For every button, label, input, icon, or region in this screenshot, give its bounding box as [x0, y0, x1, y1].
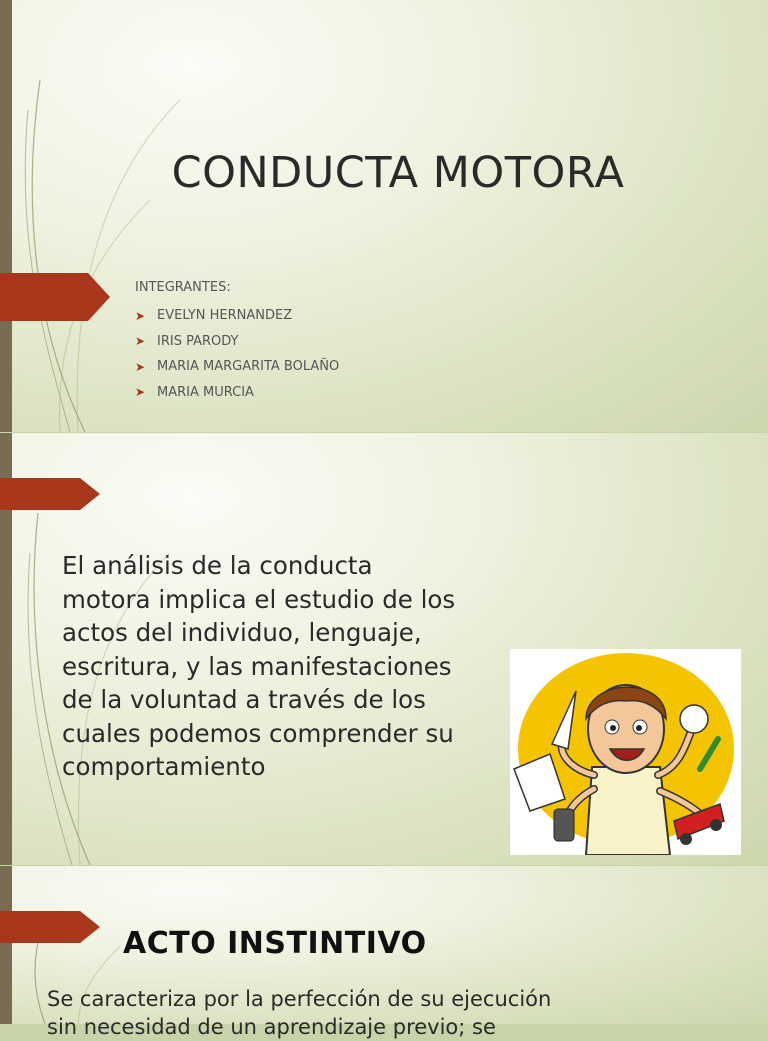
red-tab-marker: [0, 911, 100, 943]
slide-body-text: [47, 985, 747, 1041]
text-line: comportamiento: [62, 752, 266, 781]
text-line: de la voluntad a través de los: [62, 685, 426, 714]
member-name: EVELYN HERNANDEZ: [157, 308, 293, 324]
arrow-bullet-icon: ➤: [135, 385, 146, 400]
list-item: [135, 380, 339, 406]
left-sidebar-bar: [0, 0, 12, 432]
list-item: [135, 303, 339, 329]
member-name: IRIS PARODY: [157, 333, 239, 349]
list-item: [135, 354, 339, 380]
text-line: motora implica el estudio de los: [62, 584, 456, 614]
slide-1: [0, 0, 768, 432]
slide-heading: ACTO INSTINTIVO: [123, 926, 427, 961]
text-line: cuales podemos comprender su: [62, 718, 454, 748]
member-name: MARIA MURCIA: [157, 384, 254, 400]
slide-title: CONDUCTA MOTORA: [171, 148, 625, 198]
list-item: [135, 329, 339, 355]
text-line: El análisis de la conducta: [62, 551, 373, 580]
cartoon-boy-illustration: [510, 649, 741, 855]
text-line: sin necesidad de un aprendizaje previo; se: [47, 1015, 496, 1039]
members-list: [135, 280, 339, 405]
members-header: INTEGRANTES:: [135, 280, 231, 295]
slide-body-text: [62, 549, 522, 784]
red-tab-marker: [0, 478, 100, 510]
left-sidebar-bar: [0, 866, 12, 1024]
red-tab-marker: [0, 273, 110, 321]
arrow-bullet-icon: ➤: [135, 359, 146, 374]
text-line: actos del individuo, lenguaje,: [62, 618, 422, 647]
arrow-bullet-icon: ➤: [135, 308, 146, 323]
text-line: escritura, y las manifestaciones: [62, 651, 452, 681]
arrow-bullet-icon: ➤: [135, 334, 146, 349]
member-name: MARIA MARGARITA BOLAÑO: [157, 359, 340, 375]
text-line: Se caracteriza por la perfección de su ejecución: [47, 987, 552, 1011]
